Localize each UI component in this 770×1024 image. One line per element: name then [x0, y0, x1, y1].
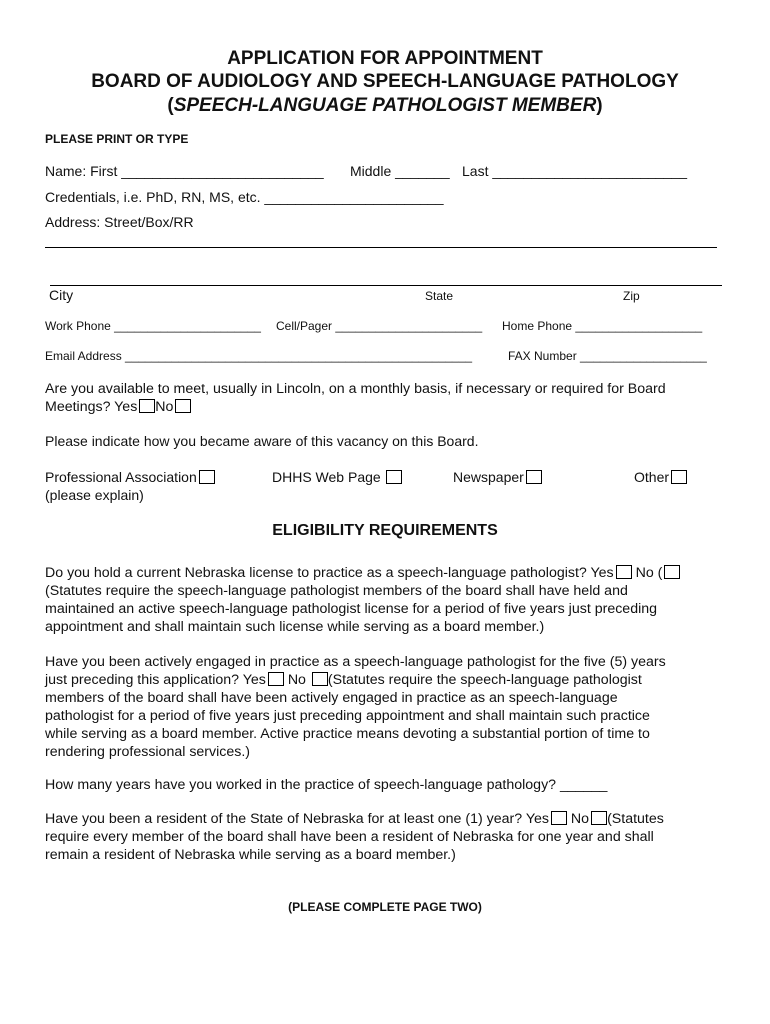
availability-line-2: Meetings? Yes No	[45, 398, 666, 416]
email-field[interactable]: Email Address ____________________________________________________	[45, 349, 473, 363]
license-question-line-1: Do you hold a current Nebraska license to practice as a speech-language pathologist? Yes No (	[45, 564, 680, 582]
professional-association-checkbox[interactable]	[199, 470, 215, 484]
cell-pager-field[interactable]: Cell/Pager ______________________	[276, 319, 483, 333]
availability-question	[45, 380, 666, 416]
practice-no-checkbox[interactable]	[312, 672, 328, 686]
license-question	[45, 564, 680, 636]
option-professional-association: Professional Association	[45, 469, 215, 485]
other-checkbox[interactable]	[671, 470, 687, 484]
residency-question-line-1: Have you been a resident of the State of Nebraska for at least one (1) year? Yes No (Statutes	[45, 811, 664, 827]
practice-statute-line: pathologist for a period of five years just preceding appointment and shall maintain such practice	[45, 708, 650, 724]
license-no-checkbox[interactable]	[664, 565, 680, 579]
print-instruction: PLEASE PRINT OR TYPE	[45, 132, 189, 146]
residency-statute-line: remain a resident of Nebraska while serving as a board member.)	[45, 847, 456, 863]
practice-statute-line: rendering professional services.)	[45, 744, 251, 760]
option-newspaper: Newspaper	[453, 469, 542, 485]
practice-yes-checkbox[interactable]	[268, 672, 284, 686]
professional-note: (please explain)	[45, 487, 144, 503]
practice-question-line-2: just preceding this application? Yes No (Statutes require the speech-language pathologist	[45, 672, 642, 688]
license-yes-checkbox[interactable]	[616, 565, 632, 579]
zip-label: Zip	[623, 289, 640, 303]
years-worked-field[interactable]: How many years have you worked in the practice of speech-language pathology? ______	[45, 777, 608, 793]
residency-yes-checkbox[interactable]	[551, 811, 567, 825]
home-phone-field[interactable]: Home Phone ___________________	[502, 319, 703, 333]
practice-question-line-1: Have you been actively engaged in practice as a speech-language pathologist for the five (5) years	[45, 654, 666, 670]
work-phone-field[interactable]: Work Phone ______________________	[45, 319, 261, 333]
form-title: APPLICATION FOR APPOINTMENT	[227, 48, 543, 69]
license-statute-line: maintained an active speech-language pathologist license for a period of five years just preceding	[45, 601, 658, 617]
practice-statute-line: members of the board shall have been actively engaged in practice as an speech-language	[45, 690, 618, 706]
newspaper-checkbox[interactable]	[526, 470, 542, 484]
address-line-2[interactable]	[50, 285, 722, 286]
license-statute-line: (Statutes require the speech-language pathologist members of the board shall have held and	[45, 583, 628, 599]
address-label: Address: Street/Box/RR	[45, 214, 194, 230]
city-label: City	[49, 287, 74, 303]
continue-note: (PLEASE COMPLETE PAGE TWO)	[288, 900, 482, 914]
dhhs-web-page-checkbox[interactable]	[386, 470, 402, 484]
availability-no-checkbox[interactable]	[175, 399, 191, 413]
practice-question	[45, 653, 666, 761]
state-label: State	[425, 289, 454, 303]
availability-line-1: Are you available to meet, usually in Lincoln, on a monthly basis, if necessary or required for Board	[45, 381, 666, 397]
board-name: BOARD OF AUDIOLOGY AND SPEECH-LANGUAGE PATHOLOGY	[91, 71, 679, 92]
eligibility-heading: ELIGIBILITY REQUIREMENTS	[272, 522, 498, 539]
fax-field[interactable]: FAX Number ___________________	[508, 349, 707, 363]
practice-statute-line: while serving as a board member. Active practice means devoting a substantial portion of time to	[45, 726, 650, 742]
residency-statute-line: require every member of the board shall have been a resident of Nebraska for one year and shall	[45, 829, 654, 845]
residency-no-checkbox[interactable]	[591, 811, 607, 825]
option-dhhs-web-page: DHHS Web Page	[272, 469, 402, 485]
name-first-field[interactable]: Name: First __________________________	[45, 163, 324, 179]
availability-yes-checkbox[interactable]	[139, 399, 155, 413]
name-middle-field[interactable]: Middle _______	[350, 163, 450, 179]
address-line-1[interactable]	[45, 247, 717, 248]
license-statute-line: appointment and shall maintain such license while serving as a board member.)	[45, 619, 545, 635]
name-last-field[interactable]: Last _________________________	[462, 163, 688, 179]
member-type: (SPEECH-LANGUAGE PATHOLOGIST MEMBER)	[167, 95, 603, 116]
option-other: Other	[634, 469, 687, 485]
awareness-prompt: Please indicate how you became aware of this vacancy on this Board.	[45, 433, 479, 449]
credentials-field[interactable]: Credentials, i.e. PhD, RN, MS, etc. _______________________	[45, 189, 444, 205]
residency-question	[45, 810, 664, 864]
